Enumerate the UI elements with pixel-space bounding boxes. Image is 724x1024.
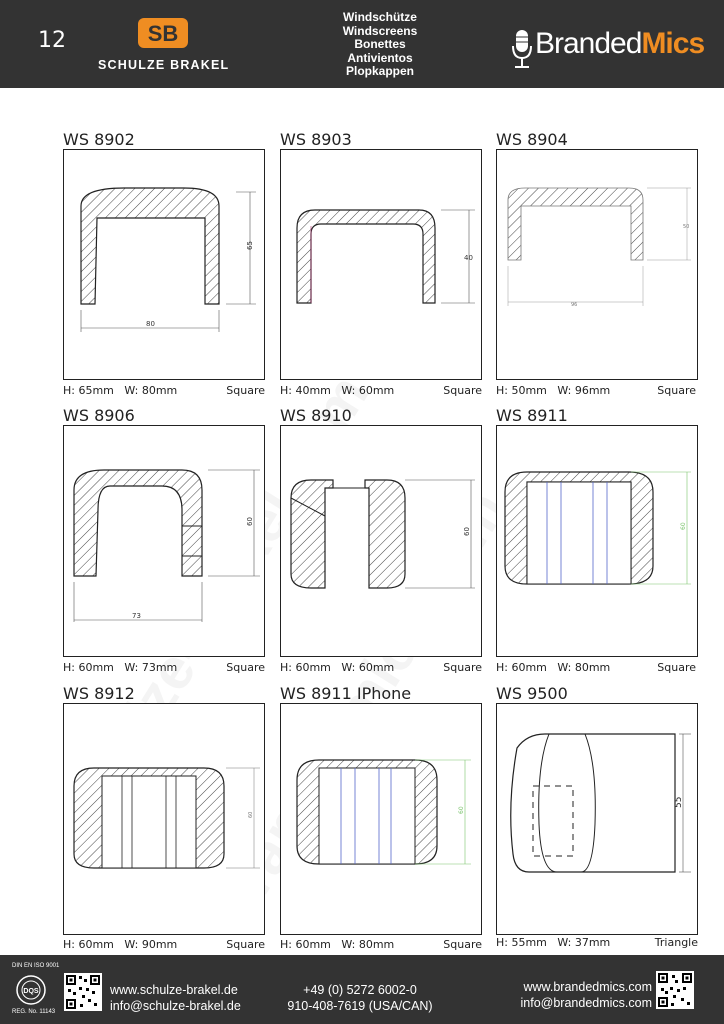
product-specs	[63, 384, 265, 397]
spec-width: W: 80mm	[557, 661, 611, 674]
spec-shape: Square	[657, 384, 696, 397]
page-footer	[0, 955, 724, 1024]
ws8902-drawing	[64, 150, 264, 379]
brandedmics-logo: BrandedMics	[535, 27, 705, 60]
language-item: Windschütze	[343, 10, 417, 24]
language-item: Plopkappen	[345, 64, 414, 78]
ws8904-drawing	[497, 150, 697, 379]
language-item: Antivientos	[347, 50, 413, 65]
qr-code-left[interactable]	[64, 973, 102, 1011]
product-drawing-ws8902	[63, 149, 265, 380]
spec-width: W: 73mm	[124, 661, 178, 674]
schulze-email-link[interactable]: info@schulze-brakel.de	[110, 999, 241, 1013]
height-dimension-label: 60	[246, 517, 254, 526]
phone-contact	[270, 982, 450, 1014]
phone-usa[interactable]: 910-408-7619 (USA/CAN)	[287, 999, 433, 1013]
brandedmics-website-link[interactable]: www.brandedmics.com	[523, 980, 652, 994]
height-dimension-label: 65	[246, 241, 254, 250]
product-specs	[63, 938, 265, 951]
qr-code-right[interactable]	[656, 971, 694, 1009]
product-specs	[496, 936, 698, 949]
ws8911-iphone-drawing	[281, 704, 481, 934]
product-title: WS 8910	[280, 406, 352, 425]
iso-certification-text: DIN EN ISO 9001	[12, 963, 60, 969]
schulze-website-link[interactable]: www.schulze-brakel.de	[110, 983, 238, 997]
width-dimension-label: 96	[571, 302, 578, 308]
product-title: WS 8911	[496, 406, 568, 425]
height-dimension-label: 55	[674, 796, 684, 808]
ws8903-drawing	[281, 150, 481, 379]
product-drawing-ws8904	[496, 149, 698, 380]
height-dimension-label: 50	[683, 224, 690, 230]
spec-width: W: 90mm	[124, 938, 178, 951]
product-specs	[496, 384, 696, 397]
spec-shape: Square	[443, 938, 482, 951]
spec-width: W: 80mm	[341, 938, 395, 951]
spec-height: H: 65mm	[63, 384, 114, 397]
height-dimension-label: 40	[464, 254, 473, 262]
product-specs	[280, 661, 482, 674]
product-drawing-ws8911-iphone	[280, 703, 482, 935]
ws8910-drawing	[281, 426, 481, 656]
height-dimension-label: 60	[680, 522, 687, 530]
product-title: WS 8906	[63, 406, 135, 425]
product-title: WS 8911 IPhone	[280, 684, 412, 703]
height-dimension-label: 60	[463, 527, 471, 536]
product-title: WS 9500	[496, 684, 568, 703]
spec-height: H: 60mm	[280, 938, 331, 951]
spec-width: W: 96mm	[557, 384, 611, 397]
product-drawing-ws8910	[280, 425, 482, 657]
width-dimension-label: 73	[132, 612, 141, 620]
cert-mark: DQS	[23, 988, 39, 995]
spec-shape: Square	[443, 661, 482, 674]
product-title: WS 8903	[280, 130, 352, 149]
language-item: Windscreens	[342, 23, 418, 38]
spec-shape: Square	[226, 661, 265, 674]
spec-width: W: 80mm	[124, 384, 178, 397]
product-drawing-ws8906	[63, 425, 265, 657]
ws9500-drawing	[497, 704, 697, 934]
spec-width: W: 37mm	[557, 936, 611, 949]
brand-name: SCHULZE BRAKEL	[98, 58, 230, 72]
height-dimension-label: 60	[248, 811, 254, 818]
spec-width: W: 60mm	[341, 384, 395, 397]
logo-letters: SB	[147, 21, 179, 46]
ws8906-drawing	[64, 426, 264, 656]
product-drawing-ws8911	[496, 425, 698, 657]
product-specs	[63, 661, 265, 674]
page-header	[0, 0, 724, 88]
brandedmics-contact	[500, 979, 652, 1011]
spec-width: W: 60mm	[341, 661, 395, 674]
spec-shape: Square	[657, 661, 696, 674]
spec-height: H: 60mm	[496, 661, 547, 674]
schulze-brakel-logo	[138, 18, 188, 48]
product-title: WS 8902	[63, 130, 135, 149]
ws8912-drawing	[64, 704, 264, 934]
ws8911-drawing	[497, 426, 697, 656]
product-title: WS 8904	[496, 130, 568, 149]
spec-height: H: 50mm	[496, 384, 547, 397]
height-dimension-label: 60	[458, 806, 465, 814]
spec-shape: Triangle	[654, 936, 698, 949]
width-dimension-label: 80	[146, 320, 155, 328]
certification-logo	[14, 974, 48, 1006]
product-drawing-ws8903	[280, 149, 482, 380]
product-drawing-ws8912	[63, 703, 265, 935]
language-list	[300, 11, 460, 79]
spec-height: H: 60mm	[63, 938, 114, 951]
page-number: 12	[38, 28, 66, 53]
product-specs	[496, 661, 696, 674]
spec-height: H: 60mm	[63, 661, 114, 674]
phone-germany[interactable]: +49 (0) 5272 6002-0	[303, 983, 417, 997]
product-specs	[280, 384, 482, 397]
spec-shape: Square	[226, 384, 265, 397]
product-title: WS 8912	[63, 684, 135, 703]
spec-shape: Square	[443, 384, 482, 397]
language-item: Bonettes	[354, 37, 406, 51]
brandedmics-email-link[interactable]: info@brandedmics.com	[520, 996, 652, 1010]
microphone-icon	[510, 28, 534, 72]
registration-number: REG. No. 11143	[12, 1009, 56, 1015]
spec-height: H: 55mm	[496, 936, 547, 949]
product-specs	[280, 938, 482, 951]
spec-height: H: 60mm	[280, 661, 331, 674]
spec-shape: Square	[226, 938, 265, 951]
spec-height: H: 40mm	[280, 384, 331, 397]
schulze-contact	[110, 982, 241, 1014]
product-drawing-ws9500	[496, 703, 698, 935]
